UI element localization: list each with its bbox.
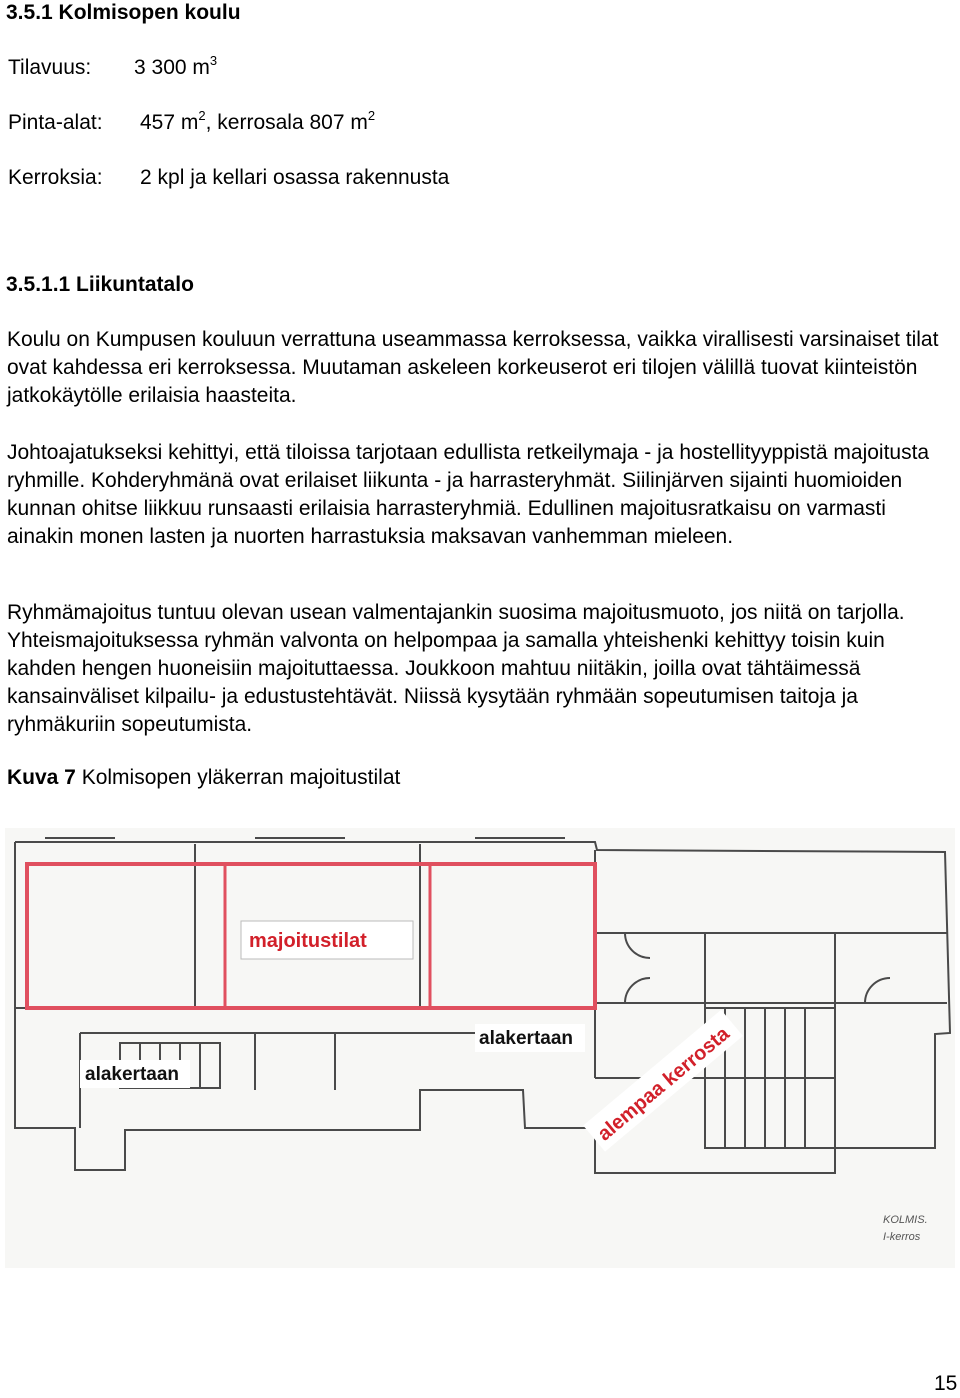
- lower-floor-diagonal-label: alempaa kerrosta: [593, 1022, 734, 1146]
- paragraph-3: Ryhmämajoitus tuntuu olevan usean valmentajankin suosima majoitusmuoto, jos niitä on tarjolla. Yhteismajoituksessa ryhmän valvonta on helpompaa ja samalla yhteishenki kehittyy toisin kuin kahden hengen huoneisiin majoituttaessa. Joukkoon mahtuu niitäkin, joilla ovat tähtäimessä kansainväliset kilpailu- ja edustustehtävät. Niissä kysytään ryhmään sopeutumisen taitoja ja ryhmäkuriin sopeutumista.: [7, 601, 905, 736]
- lower-floor-label-center: alakertaan: [479, 1028, 574, 1049]
- figure-caption: Kuva 7 Kolmisopen yläkerran majoitustilat: [7, 766, 401, 789]
- section-heading: 3.5.1 Kolmisopen koulu: [6, 1, 241, 24]
- floors-label: Kerroksia:: [8, 166, 103, 189]
- floors-value: 2 kpl ja kellari osassa rakennusta: [140, 166, 450, 189]
- drawing-stamp-1: KOLMIS.: [883, 1214, 928, 1226]
- lower-floor-label-left: alakertaan: [85, 1064, 180, 1085]
- drawing-stamp-2: I-kerros: [883, 1231, 921, 1243]
- area-value: 457 $m^2$, kerrosala 807 $m^2$: [140, 108, 376, 134]
- subsection-heading: 3.5.1.1 Liikuntatalo: [6, 273, 194, 296]
- floor-plan-figure: [5, 828, 955, 1268]
- page-number: 15: [934, 1372, 958, 1395]
- floor-plan-drawing: [5, 828, 955, 1268]
- paragraph-2: Johtoajatukseksi kehittyi, että tiloissa tarjotaan edullista retkeilymaja - ja hostellityyppistä majoitusta ryhmille. Kohderyhmänä ovat erilaiset liikunta - ja harrasteryhmät. Siilinjärven sijainti huomioiden kunnan ohitse liikkuu runsaasti erilaisia harrasteryhmiä. Edullinen majoitusratkaisu on varmasti ainakin monen lasten ja nuorten harrastuksia maksavan vanhemman mieleen.: [7, 441, 930, 548]
- paragraph-1: Koulu on Kumpusen kouluun verrattuna useammassa kerroksessa, vaikka virallisesti varsinaiset tilat ovat kahdessa eri kerroksessa. Muutaman askeleen korkeuserot eri tilojen välillä tuovat kiinteistön jatkokäytölle erilaisia haasteita.: [7, 328, 939, 407]
- volume-label: Tilavuus:: [8, 56, 92, 79]
- area-label: Pinta-alat:: [8, 111, 103, 134]
- accommodation-label: majoitustilat: [249, 930, 367, 952]
- volume-value: 3 300 $m^3$: [134, 53, 218, 79]
